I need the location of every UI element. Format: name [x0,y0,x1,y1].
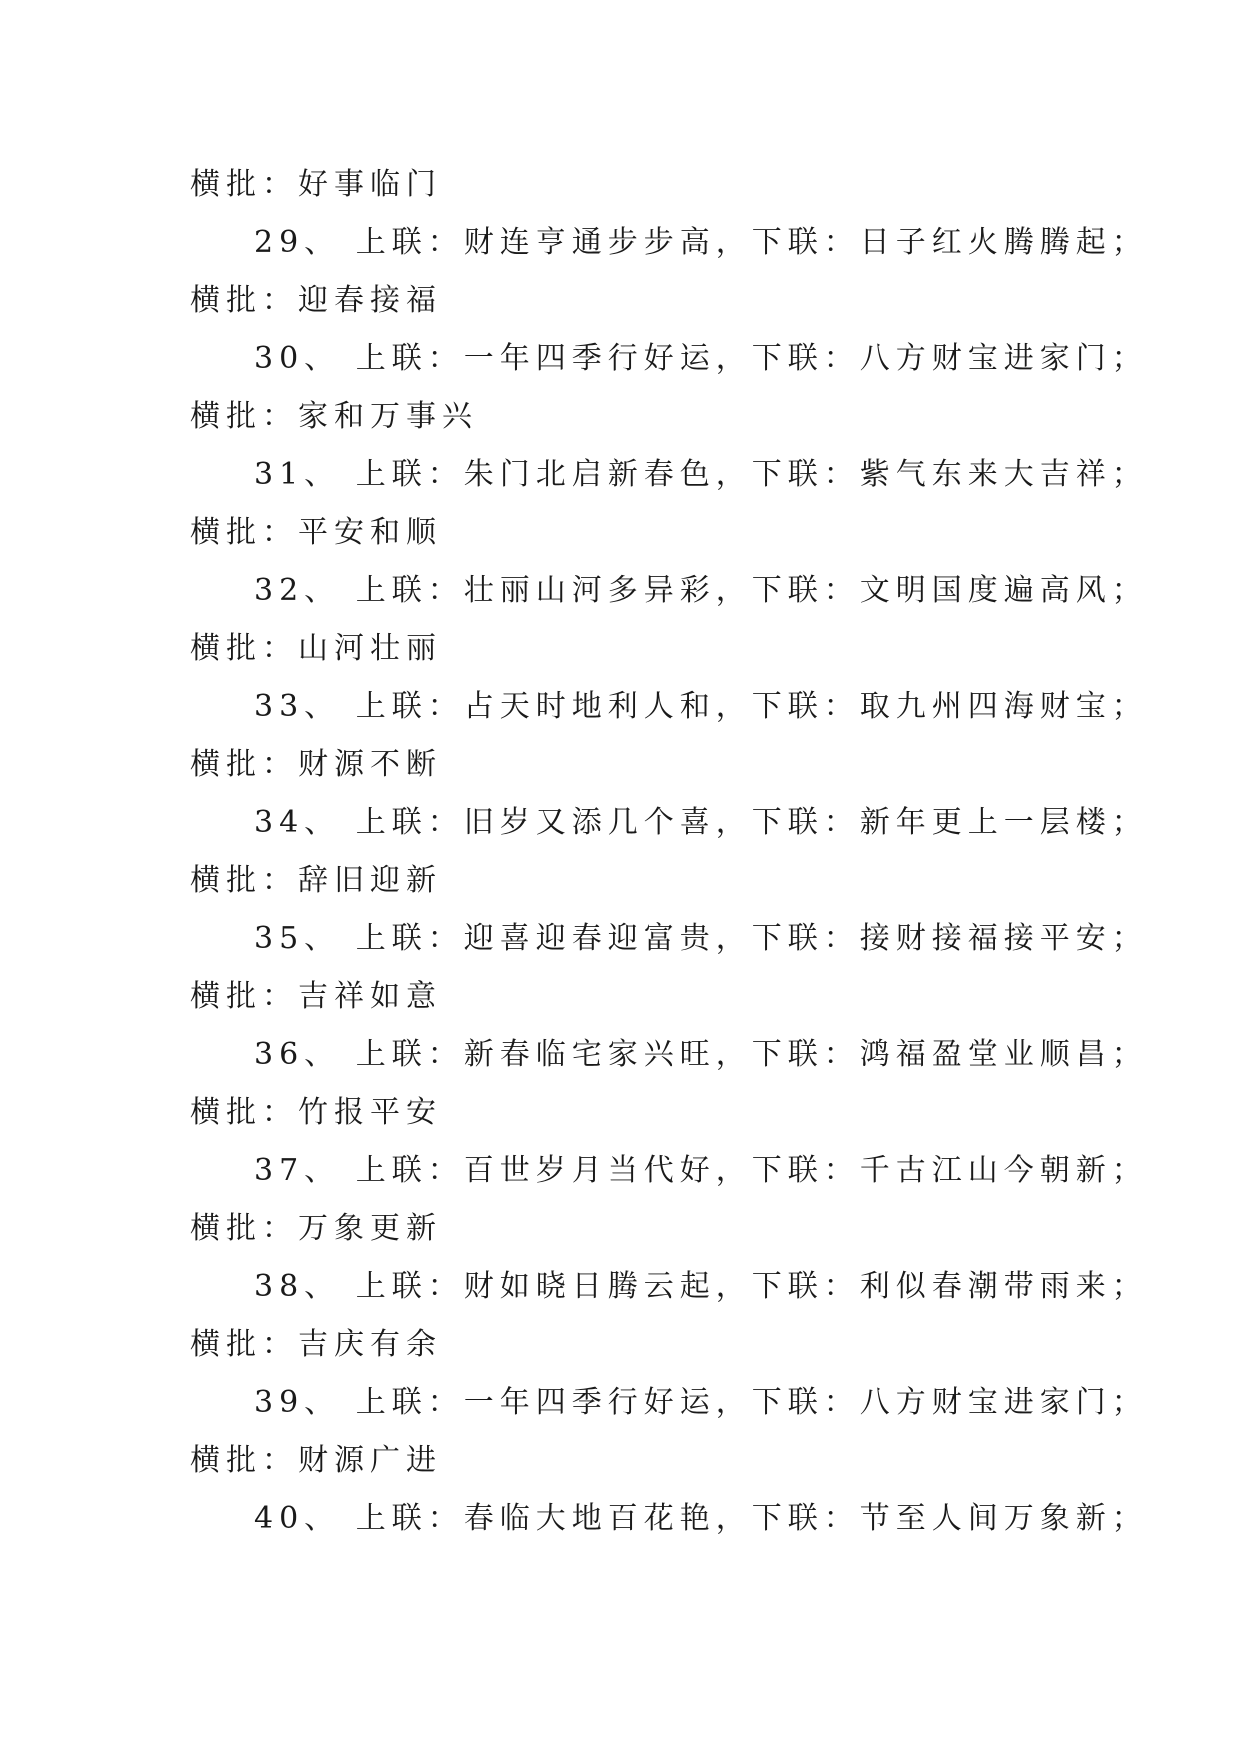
text-line-24: 40、 上联：春临大地百花艳，下联：节至人间万象新； [254,1501,1148,1536]
text-line-15: 横批：吉祥如意 [190,979,442,1014]
text-line-3: 横批：迎春接福 [190,283,442,318]
text-line-5: 横批：家和万事兴 [190,399,478,434]
couplet-text-body [190,156,1148,1548]
text-line-13: 横批：辞旧迎新 [190,863,442,898]
text-line-14: 35、 上联：迎喜迎春迎富贵，下联：接财接福接平安； [254,921,1148,956]
text-line-23: 横批：财源广进 [190,1443,442,1478]
text-line-22: 39、 上联：一年四季行好运，下联：八方财宝进家门； [254,1385,1148,1420]
text-line-17: 横批：竹报平安 [190,1095,442,1130]
text-line-7: 横批：平安和顺 [190,515,442,550]
text-line-6: 31、 上联：朱门北启新春色，下联：紫气东来大吉祥； [254,457,1148,492]
text-line-8: 32、 上联：壮丽山河多异彩，下联：文明国度遍高风； [254,573,1148,608]
text-line-12: 34、 上联：旧岁又添几个喜，下联：新年更上一层楼； [254,805,1148,840]
text-line-1: 横批：好事临门 [190,167,442,202]
text-line-4: 30、 上联：一年四季行好运，下联：八方财宝进家门； [254,341,1148,376]
text-line-18: 37、 上联：百世岁月当代好，下联：千古江山今朝新； [254,1153,1148,1188]
text-line-10: 33、 上联：占天时地利人和，下联：取九州四海财宝； [254,689,1148,724]
text-line-20: 38、 上联：财如晓日腾云起，下联：利似春潮带雨来； [254,1269,1148,1304]
text-line-16: 36、 上联：新春临宅家兴旺，下联：鸿福盈堂业顺昌； [254,1037,1148,1072]
text-line-11: 横批：财源不断 [190,747,442,782]
text-line-9: 横批：山河壮丽 [190,631,442,666]
text-line-21: 横批：吉庆有余 [190,1327,442,1362]
text-line-2: 29、 上联：财连亨通步步高，下联：日子红火腾腾起； [254,225,1148,260]
text-line-19: 横批：万象更新 [190,1211,442,1246]
